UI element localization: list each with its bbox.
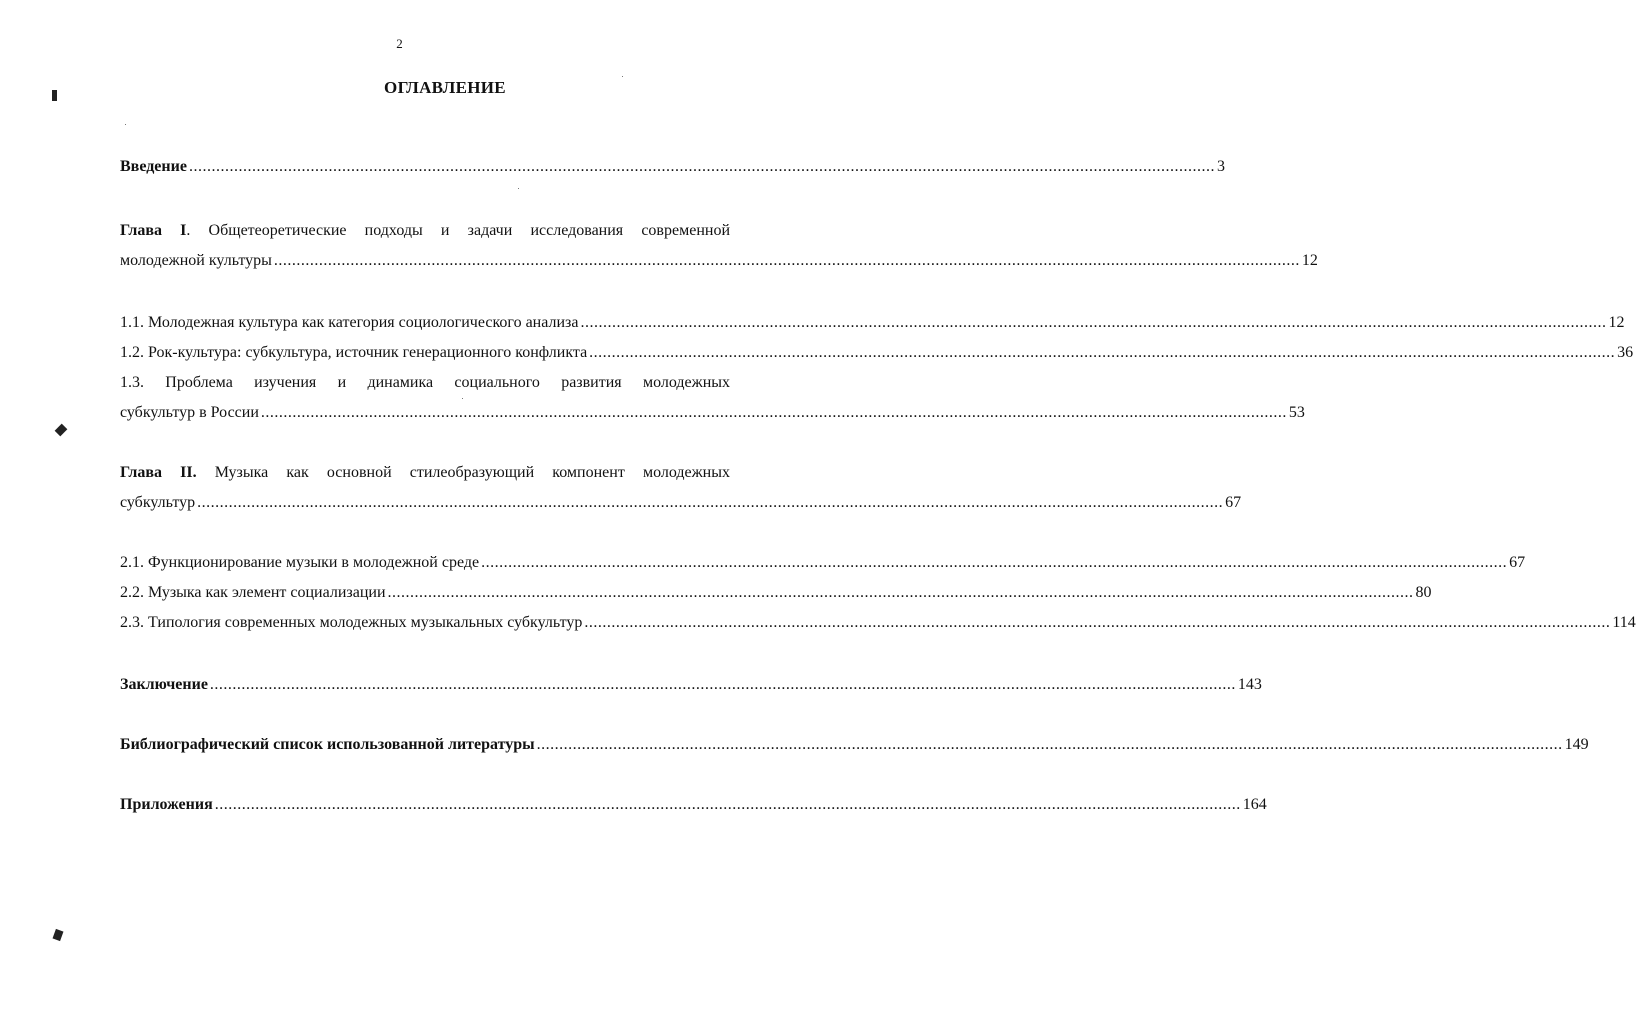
toc-entry-intro[interactable] xyxy=(120,152,1225,182)
toc-page: 164 xyxy=(1242,796,1267,813)
toc-page: 67 xyxy=(1225,494,1242,511)
toc-entry-section-2-1[interactable] xyxy=(120,548,1526,578)
toc-entry-section-1-2[interactable] xyxy=(120,338,1634,368)
dot-leader: .................................................................................................................................................................................................................................... xyxy=(209,676,1236,693)
section-title-line2: субкультур в России xyxy=(120,404,259,421)
toc-label: Введение xyxy=(120,158,187,175)
scan-mark xyxy=(52,90,57,101)
toc-entry-conclusion[interactable] xyxy=(120,670,1262,700)
scan-mark xyxy=(55,424,68,437)
toc-label: Приложения xyxy=(120,796,213,813)
toc-entry-appendix[interactable] xyxy=(120,790,1267,820)
dot-leader: .................................................................................................................................................................................................................................... xyxy=(188,158,1215,175)
dot-leader: .................................................................................................................................................................................................................................... xyxy=(580,314,1607,331)
scan-speck xyxy=(622,76,623,77)
page-title: ОГЛАВЛЕНИЕ xyxy=(384,78,506,97)
toc-label: Заключение xyxy=(120,676,208,693)
toc-entry-section-1-3[interactable] xyxy=(120,368,1305,428)
dot-leader: .................................................................................................................................................................................................................................... xyxy=(536,736,1563,753)
toc-page: 114 xyxy=(1612,614,1636,631)
toc-page: 12 xyxy=(1608,314,1625,331)
toc-entry-bibliography[interactable] xyxy=(120,730,1589,760)
toc-page: 80 xyxy=(1415,584,1432,601)
toc-page: 143 xyxy=(1237,676,1262,693)
toc-entry-section-2-2[interactable] xyxy=(120,578,1432,608)
dot-leader: .................................................................................................................................................................................................................................... xyxy=(260,404,1287,421)
scan-speck xyxy=(518,188,519,189)
scan-speck xyxy=(125,124,126,125)
toc-entry-chapter-1[interactable] xyxy=(120,216,1318,276)
chapter-title-line1: Музыка как основной стилеобразующий компонент молодежных xyxy=(196,464,730,481)
toc-entry-section-1-1[interactable] xyxy=(120,308,1625,338)
scan-mark xyxy=(53,929,64,941)
chapter-label: Глава I xyxy=(120,222,187,239)
dot-leader: .................................................................................................................................................................................................................................... xyxy=(214,796,1241,813)
toc-label: 1.2. Рок-культура: субкультура, источник генерационного конфликта xyxy=(120,344,588,361)
chapter-title-line2: субкультур xyxy=(120,494,196,511)
toc-label: 2.1. Функционирование музыки в молодежной среде xyxy=(120,554,480,571)
toc-entry-chapter-2[interactable] xyxy=(120,458,1242,518)
toc-page: 67 xyxy=(1509,554,1526,571)
toc-page: 12 xyxy=(1301,252,1318,269)
toc-page: 53 xyxy=(1288,404,1305,421)
dot-leader: .................................................................................................................................................................................................................................... xyxy=(589,344,1616,361)
toc-label: 2.3. Типология современных молодежных музыкальных субкультур xyxy=(120,614,583,631)
dot-leader: .................................................................................................................................................................................................................................... xyxy=(197,494,1224,511)
toc-label: 2.2. Музыка как элемент социализации xyxy=(120,584,386,601)
section-title-line1: 1.3. Проблема изучения и динамика социального развития молодежных xyxy=(120,374,730,391)
dot-leader: .................................................................................................................................................................................................................................... xyxy=(584,614,1611,631)
toc-page: 3 xyxy=(1216,158,1225,175)
dot-leader: .................................................................................................................................................................................................................................... xyxy=(273,252,1300,269)
dot-leader: .................................................................................................................................................................................................................................... xyxy=(481,554,1508,571)
toc-entry-section-2-3[interactable] xyxy=(120,608,1636,638)
toc-page: 149 xyxy=(1564,736,1589,753)
toc-label: Библиографический список использованной литературы xyxy=(120,736,535,753)
chapter-label: Глава II. xyxy=(120,464,197,481)
toc-label: 1.1. Молодежная культура как категория социологического анализа xyxy=(120,314,579,331)
toc-page: 36 xyxy=(1617,344,1634,361)
chapter-title-line1: . Общетеоретические подходы и задачи исследования современной xyxy=(186,222,731,239)
dot-leader: .................................................................................................................................................................................................................................... xyxy=(387,584,1414,601)
page-number: 2 xyxy=(396,36,403,51)
chapter-title-line2: молодежной культуры xyxy=(120,252,272,269)
